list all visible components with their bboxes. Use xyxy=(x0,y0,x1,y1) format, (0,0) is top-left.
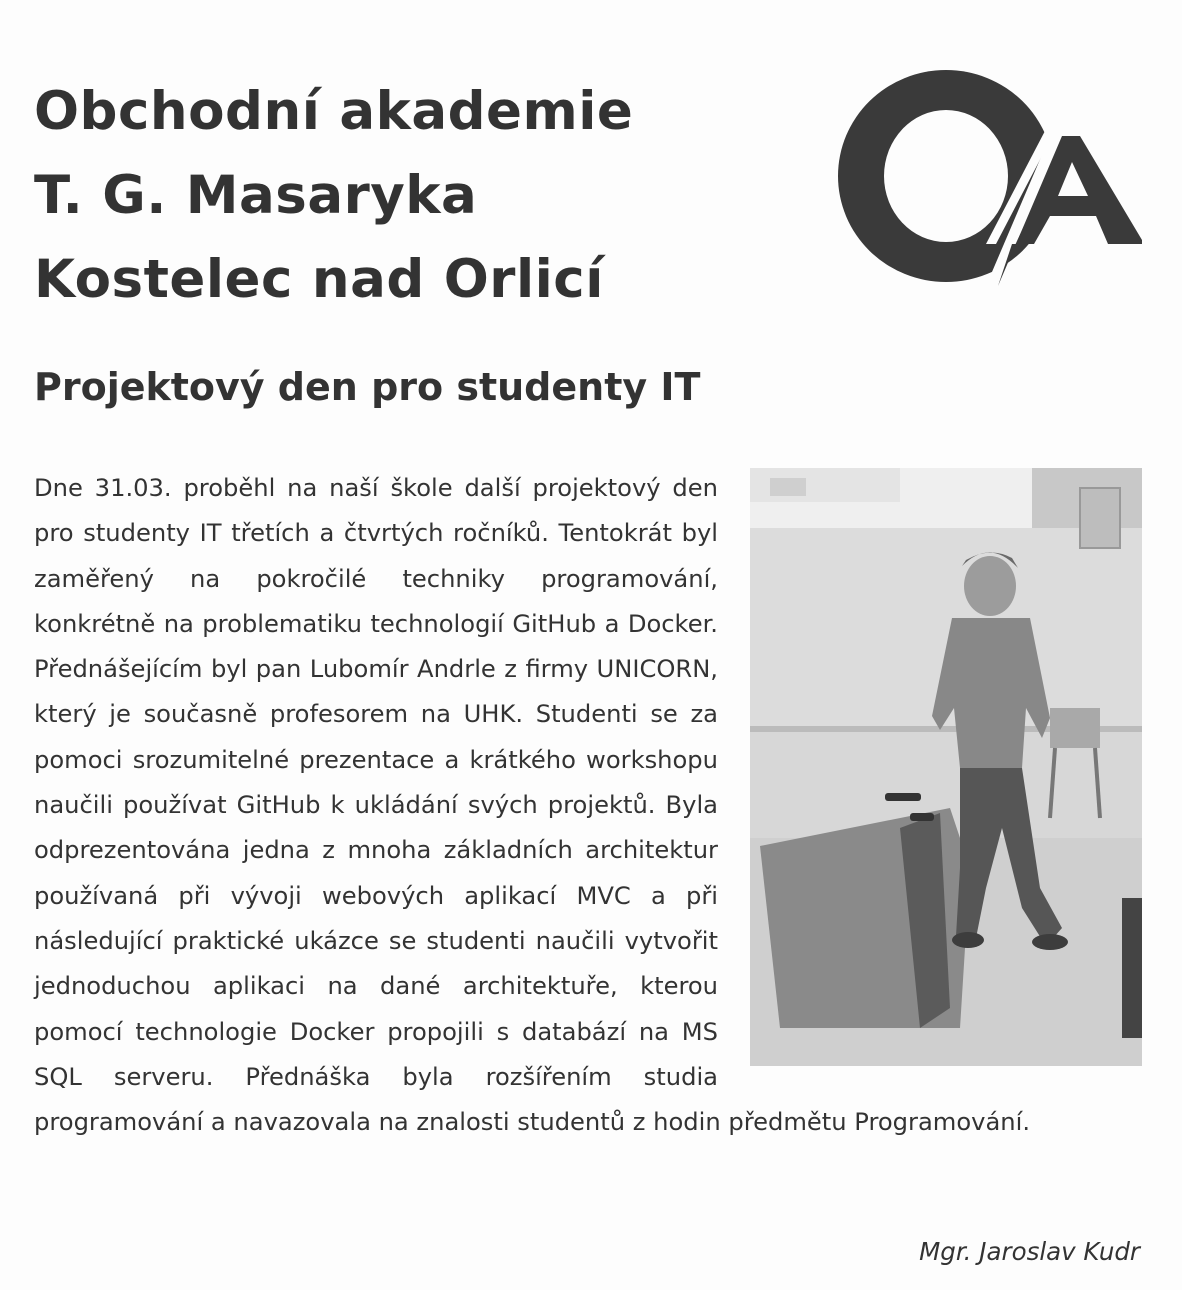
school-name-line-3: Kostelec nad Orlicí xyxy=(34,249,604,310)
article-title: Projektový den pro studenty IT xyxy=(34,365,701,409)
school-name-line-1: Obchodní akademie xyxy=(34,81,634,142)
author-signature: Mgr. Jaroslav Kudr xyxy=(919,1237,1140,1266)
school-name-heading xyxy=(34,70,794,322)
lecture-photo xyxy=(750,468,1142,1066)
article-body xyxy=(34,466,1142,1145)
oa-logo-icon xyxy=(836,66,1142,286)
article-body-text: Dne 31.03. proběhl na naší škole další projektový den pro studenty IT třetích a čtvrtých ročníků. Tentokrát byl zaměřený na pokročilé techniky programování, konkrétně na problematiku technologií GitHub a Docker. Přednášejícím byl pan Lubomír Andrle z firmy UNICORN, který je současně profesorem na UHK. Studenti se za pomoci srozumitelné prezentace a krátkého workshopu naučili používat GitHub k ukládání svých projektů. Byla odprezentována jedna z mnoha základních architektur používaná při vývoji webových aplikací MVC a při následující praktické ukázce se studenti naučili vytvořit jednoduchou aplikaci na dané architektuře, kterou pomocí technologie Docker propojili s databází na MS SQL serveru. Přednáška byla rozšířením studia programování a navazovala na znalosti studentů z hodin předmětu Programování. xyxy=(34,474,1031,1137)
school-name-line-2: T. G. Masaryka xyxy=(34,165,478,226)
